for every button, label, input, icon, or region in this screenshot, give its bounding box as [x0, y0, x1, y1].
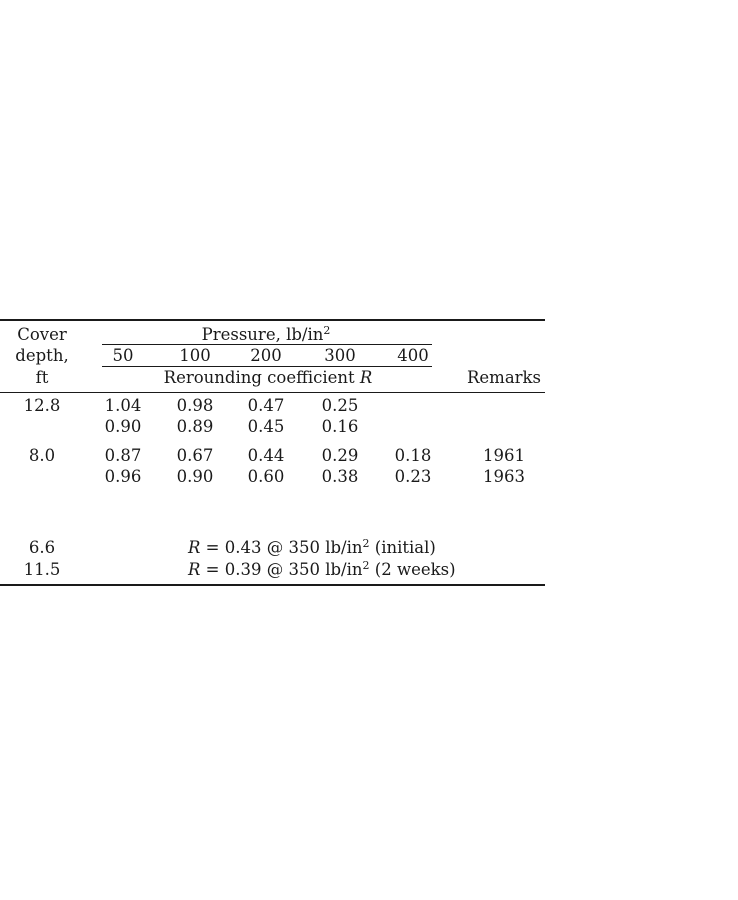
note1-symbol: R: [188, 538, 201, 557]
note2-text: [188, 559, 456, 579]
row2-val-200: 0.45: [247, 417, 285, 436]
row2-val-300: 0.16: [321, 417, 359, 436]
note2-depth: 11.5: [23, 560, 61, 579]
row2-val-50: 0.90: [104, 417, 142, 436]
row1-val-100: 0.98: [176, 396, 214, 415]
note2-symbol: R: [188, 560, 201, 579]
header-cover: Cover: [17, 325, 67, 344]
bottom-rule: [0, 584, 545, 586]
pressure-span-rule: [102, 344, 432, 345]
pressure-values-rule: [102, 366, 432, 367]
row1-depth: 12.8: [23, 396, 61, 415]
row3-remark: 1961: [483, 446, 525, 465]
note2-suffix: (2 weeks): [369, 560, 456, 579]
row4-val-200: 0.60: [247, 467, 285, 486]
header-bottom-rule: [0, 392, 545, 393]
note1-depth: 6.6: [28, 538, 56, 557]
row4-val-50: 0.96: [104, 467, 142, 486]
row1-val-300: 0.25: [321, 396, 359, 415]
pressure-50: 50: [112, 346, 134, 365]
row2-val-100: 0.89: [176, 417, 214, 436]
row3-val-50: 0.87: [104, 446, 142, 465]
header-depth: depth,: [15, 346, 69, 365]
row3-val-200: 0.44: [247, 446, 285, 465]
note1-body: = 0.43 @ 350 lb/in: [200, 538, 363, 557]
row3-depth: 8.0: [28, 446, 56, 465]
note1-exp: 2: [362, 537, 370, 550]
header-coefficient: [164, 370, 373, 387]
row3-val-100: 0.67: [176, 446, 214, 465]
row4-val-300: 0.38: [321, 467, 359, 486]
row4-remark: 1963: [483, 467, 525, 486]
note1-suffix: (initial): [369, 538, 436, 557]
header-pressure-exp: 2: [323, 324, 331, 337]
pressure-200: 200: [250, 346, 282, 365]
row1-val-200: 0.47: [247, 396, 285, 415]
pressure-300: 300: [324, 346, 356, 365]
header-pressure: [201, 324, 331, 344]
header-ft: ft: [35, 368, 49, 387]
header-remarks: Remarks: [466, 368, 542, 387]
row4-val-100: 0.90: [176, 467, 214, 486]
note1-text: [188, 537, 436, 557]
note2-body: = 0.39 @ 350 lb/in: [200, 560, 363, 579]
row4-val-400: 0.23: [394, 467, 432, 486]
header-pressure-label: Pressure, lb/in: [201, 325, 324, 344]
pressure-400: 400: [397, 346, 429, 365]
pressure-100: 100: [179, 346, 211, 365]
header-coefficient-symbol: R: [359, 368, 373, 387]
header-coefficient-label: Rerounding coefficient: [163, 368, 360, 387]
row1-val-50: 1.04: [104, 396, 142, 415]
note2-exp: 2: [362, 559, 370, 572]
top-rule: [0, 319, 545, 321]
row3-val-300: 0.29: [321, 446, 359, 465]
row3-val-400: 0.18: [394, 446, 432, 465]
